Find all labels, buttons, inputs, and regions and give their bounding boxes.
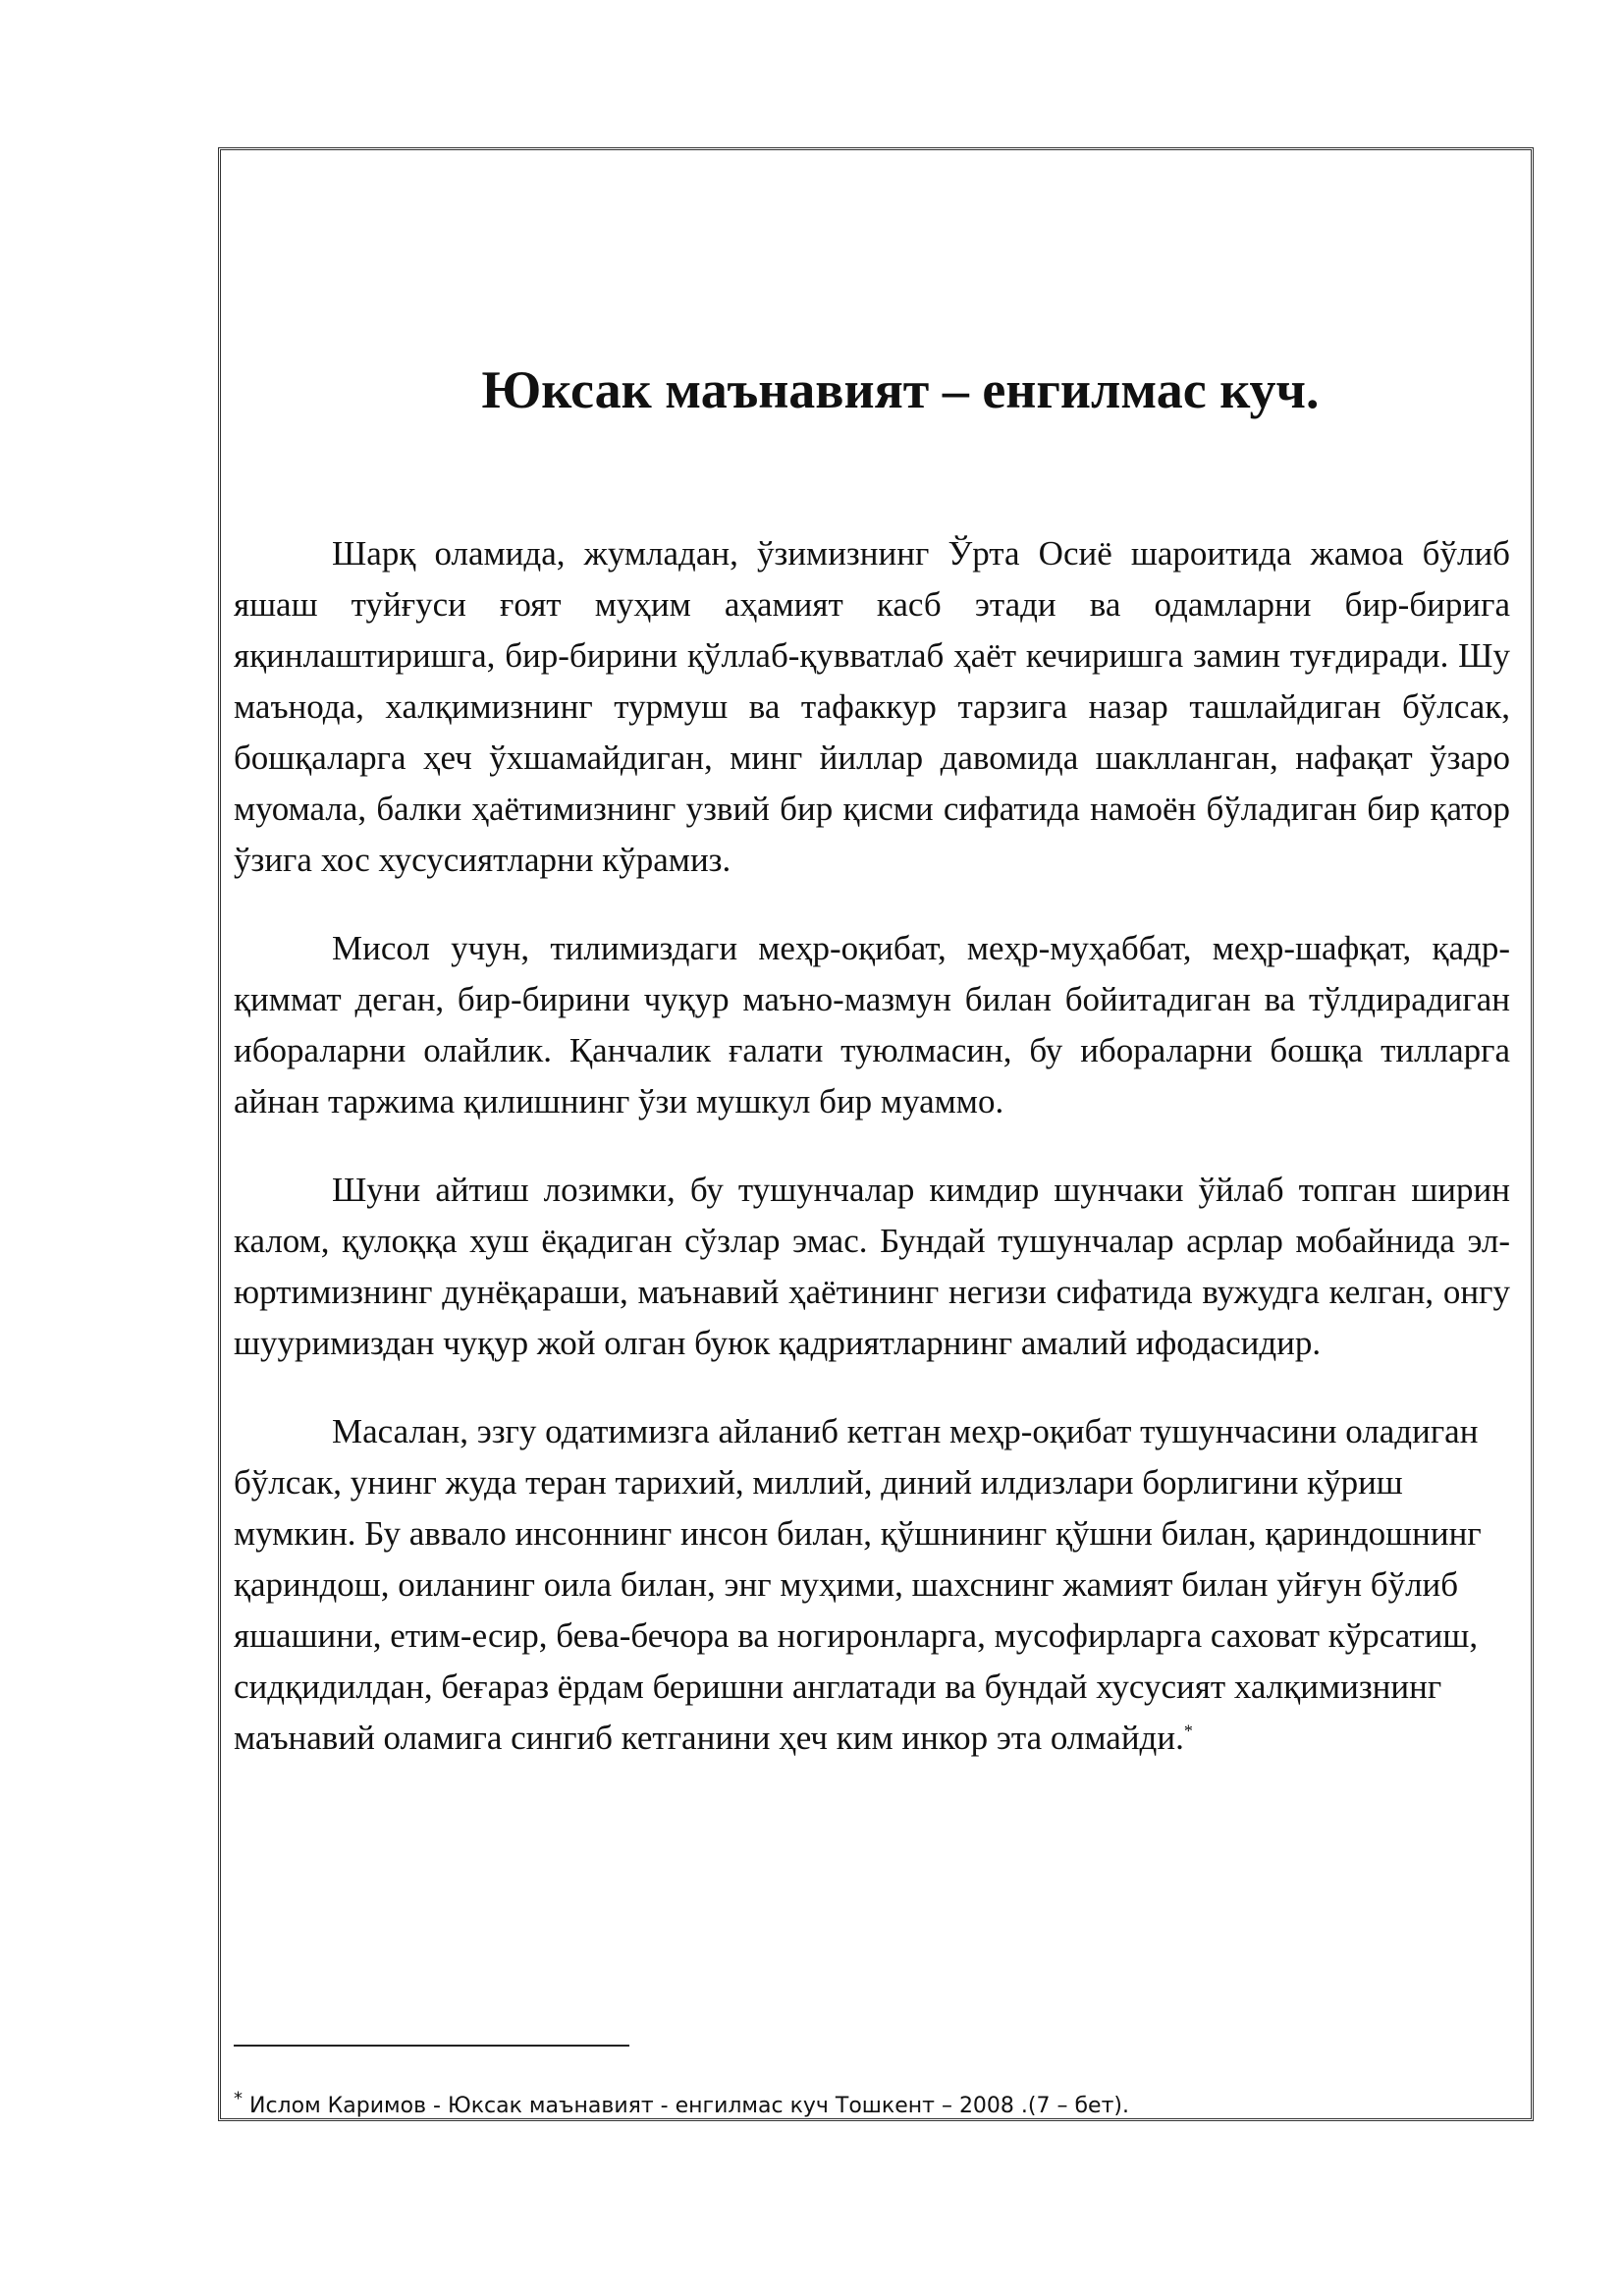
footnote-text: Ислом Каримов - Юксак маънавият - енгилмас куч Тошкент – 2008 .(7 – бет). [249, 2094, 1129, 2118]
paragraph-4-text: Масалан, эзгу одатимизга айланиб кетган меҳр-оқибат тушунчасини оладиган бўлсак, унинг жуда теран тарихий, миллий, диний илдизлари борлигини кўриш мумкин. Бу аввало инсоннинг инсон билан, қўшнининг қўшни билан, қариндошнинг қариндош, оиланинг оила билан, энг муҳими, шахснинг жамият билан уйғун бўлиб яшашини, етим-есир, бева-бечора ва ногиронларга, мусофирларга саховат кўрсатиш, сидқидилдан, беғараз ёрдам беришни англатади ва бундай хусусият халқимизнинг маънавий оламига сингиб кетганини ҳеч ким инкор эта олмайди. [234, 1412, 1482, 1757]
paragraph-3: Шуни айтиш лозимки, бу тушунчалар кимдир шунчаки ўйлаб топган ширин калом, қулоққа хуш ёқадиган сўзлар эмас. Бундай тушунчалар асрлар мобайнида эл-юртимизнинг дунёқараши, маънавий ҳаётининг негизи сифатида вужудга келган, онгу шууримиздан чуқур жой олган буюк қадриятларнинг амалий ифодасидир. [234, 1171, 1510, 1362]
footnote-reference: * [1183, 1721, 1193, 1741]
paragraph-1: Шарқ оламида, жумладан, ўзимизнинг Ўрта Осиё шароитида жамоа бўлиб яшаш туйғуси ғоят муҳим аҳамият касб этади ва одамларни бир-бирига яқинлаштиришга, бир-бирини қўллаб-қувватлаб ҳаёт кечиришга замин туғдиради. Шу маънода, халқимизнинг турмуш ва тафаккур тарзига назар ташлайдиган бўлсак, бошқаларга ҳеч ўхшамайдиган, минг йиллар давомида шаклланган, нафақат ўзаро муомала, балки ҳаётимизнинг узвий бир қисми сифатида намоён бўладиган бир қатор ўзига хос хусусиятларни кўрамиз. [234, 534, 1510, 879]
footnote-marker: * [234, 2088, 243, 2109]
footnote-separator [234, 2045, 629, 2047]
footnote [234, 2088, 1129, 2121]
paragraph-2: Мисол учун, тилимиздаги меҳр-оқибат, меҳр-муҳаббат, меҳр-шафқат, қадр-қиммат деган, бир-бирини чуқур маъно-мазмун билан бойитадиган ва тўлдирадиган ибораларни олайлик. Қанчалик ғалати туюлмасин, бу ибораларни бошқа тилларга айнан таржима қилишнинг ўзи мушкул бир муаммо. [234, 929, 1510, 1121]
document-title: Юксак маънавият – енгилмас куч. [481, 360, 1320, 419]
paragraph-4 [234, 1406, 1510, 1764]
document-body [234, 528, 1510, 1801]
